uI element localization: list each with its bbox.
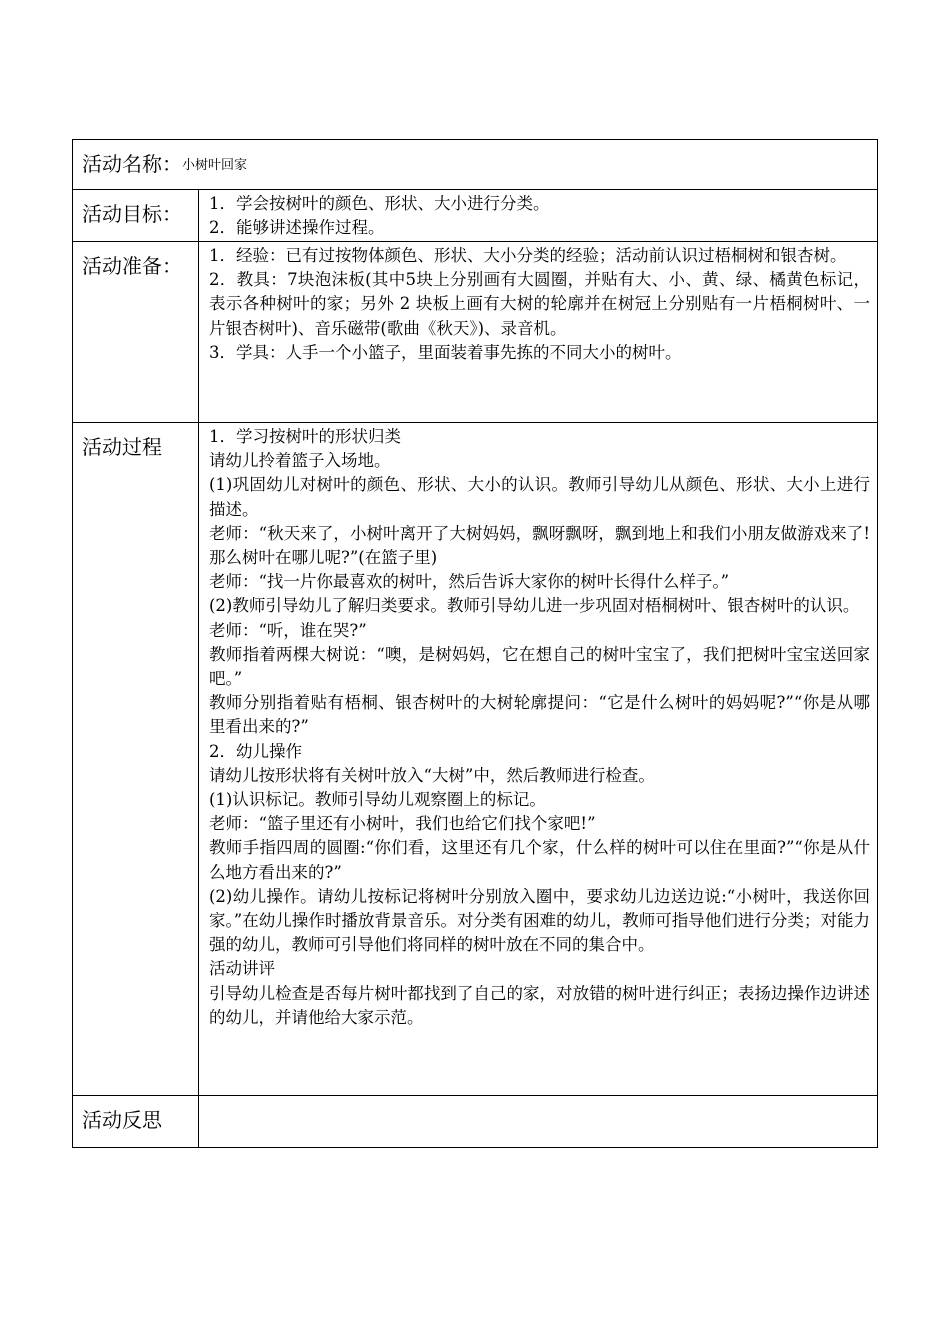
activity-name-value: 小树叶回家	[182, 158, 248, 173]
activity-name-cell	[73, 140, 878, 190]
paragraph: 教师手指四周的圆圈:“你们看，这里还有几个家，什么样的树叶可以住在里面?”“你是从什么地方看出来的?”	[209, 838, 870, 882]
process-content	[199, 423, 877, 1030]
paragraph: 2．能够讲述操作过程。	[209, 218, 385, 238]
paragraph: 教师分别指着贴有梧桐、银杏树叶的大树轮廓提问：“它是什么树叶的妈妈呢?”“你是从哪里看出来的?”	[209, 693, 870, 737]
reflection-content-cell	[199, 1096, 878, 1148]
paragraph: 1．学习按树叶的形状归类	[209, 427, 401, 446]
goals-label: 活动目标：	[82, 202, 182, 226]
process-label-cell	[73, 423, 199, 1096]
row-process	[73, 423, 878, 1096]
paragraph: 2．幼儿操作	[209, 741, 302, 761]
paragraph: 1．学会按树叶的颜色、形状、大小进行分类。	[209, 194, 550, 213]
paragraph: (2)教师引导幼儿了解归类要求。教师引导幼儿进一步巩固对梧桐树叶、银杏树叶的认识。	[209, 596, 860, 616]
row-reflection	[73, 1096, 878, 1148]
paragraph: 老师：“篮子里还有小树叶，我们也给它们找个家吧!”	[209, 814, 596, 834]
row-preparation	[73, 242, 878, 423]
paragraph: 教师指着两棵大树说：“噢，是树妈妈，它在想自己的树叶宝宝了，我们把树叶宝宝送回家吧。”	[209, 644, 870, 689]
paragraph: 请幼儿拎着篮子入场地。	[209, 451, 391, 471]
reflection-content	[199, 1096, 877, 1098]
goals-label-cell	[73, 190, 199, 242]
paragraph: 老师：“秋天来了，小树叶离开了大树妈妈，飘呀飘呀，飘到地上和我们小朋友做游戏来了!那么树叶在哪儿呢?”(在篮子里)	[209, 523, 870, 568]
paragraph: 引导幼儿检查是否每片树叶都找到了自己的家，对放错的树叶进行纠正；表扬边操作边讲述的幼儿，并请他给大家示范。	[209, 983, 870, 1027]
process-content-cell	[199, 423, 878, 1096]
paragraph: 老师：“找一片你最喜欢的树叶，然后告诉大家你的树叶长得什么样子。”	[209, 572, 730, 592]
reflection-label: 活动反思	[82, 1108, 162, 1132]
activity-name-label: 活动名称：	[82, 152, 182, 176]
preparation-label: 活动准备：	[82, 254, 182, 278]
reflection-label-cell	[73, 1096, 199, 1148]
paragraph: 3．学具：人手一个小篮子，里面装着事先拣的不同大小的树叶。	[209, 342, 682, 362]
lesson-plan-table	[72, 139, 878, 1148]
paragraph: (2)幼儿操作。请幼儿按标记将树叶分别放入圈中，要求幼儿边送边说:“小树叶，我送你回家。”在幼儿操作时播放背景音乐。对分类有困难的幼儿，教师可指导他们进行分类；对能力强的幼儿，教师可引导他们将同样的树叶放在不同的集合中。	[209, 886, 870, 955]
preparation-content-cell	[199, 242, 878, 423]
paragraph: 请幼儿按形状将有关树叶放入“大树”中，然后教师进行检查。	[209, 765, 655, 785]
preparation-content	[199, 242, 877, 365]
goals-content-cell	[199, 190, 878, 242]
paragraph: (1)巩固幼儿对树叶的颜色、形状、大小的认识。教师引导幼儿从颜色、形状、大小上进行描述。	[209, 475, 870, 519]
paragraph: 1．经验：已有过按物体颜色、形状、大小分类的经验；活动前认识过梧桐树和银杏树。	[209, 246, 847, 265]
preparation-label-cell	[73, 242, 199, 423]
paragraph: 老师：“听，谁在哭?”	[209, 620, 367, 640]
paragraph: (1)认识标记。教师引导幼儿观察圈上的标记。	[209, 790, 546, 810]
paragraph: 活动讲评	[209, 959, 275, 979]
paragraph: 2．教具：7块泡沫板(其中5块上分别画有大圆圈，并贴有大、小、黄、绿、橘黄色标记，表示各种树叶的家；另外 2 块板上画有大树的轮廓并在树冠上分别贴有一片梧桐树叶、一片银杏树叶)、音乐磁带(歌曲《秋天》)、录音机。	[209, 270, 870, 338]
row-activity-name	[73, 140, 878, 190]
goals-content	[199, 190, 877, 240]
row-goals	[73, 190, 878, 242]
process-label: 活动过程	[82, 435, 162, 459]
